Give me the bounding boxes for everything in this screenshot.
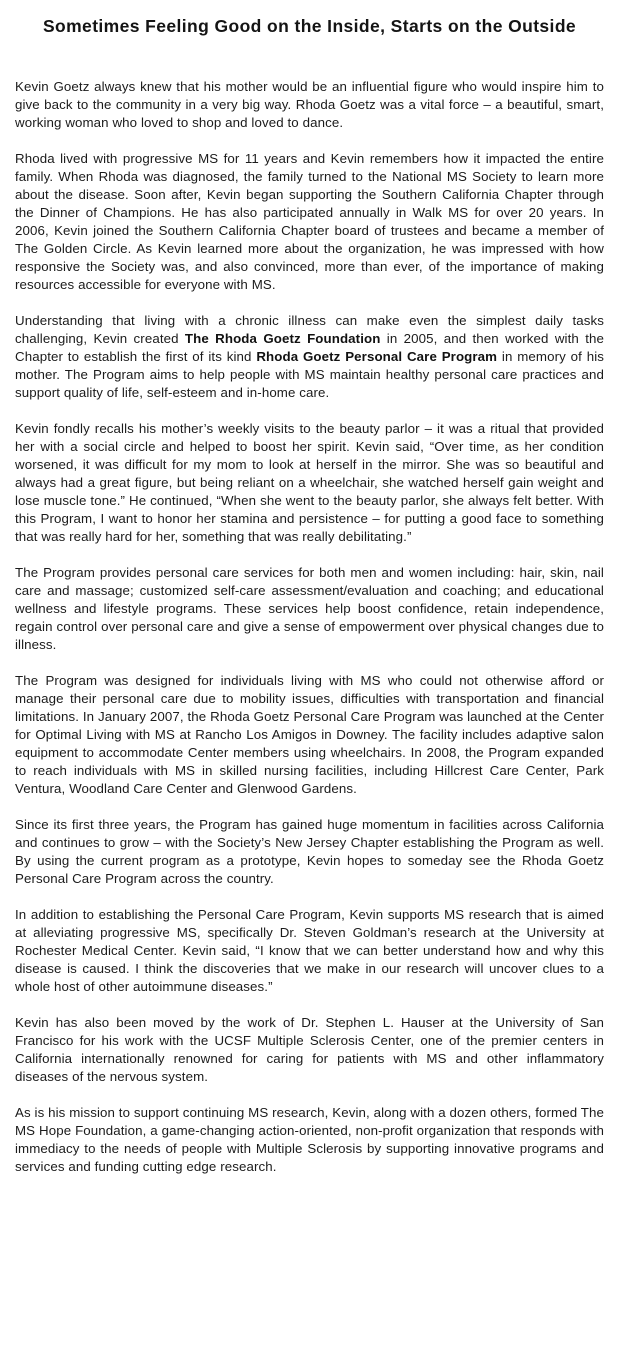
paragraph-4: Kevin fondly recalls his mother’s weekly visits to the beauty parlor – it was a ritual that provided her with a social circle and helped to boost her spirit. Kevin said, “Over time, as her condition worsened, it was difficult for my mom to look at herself in the mirror. She was so beautiful and always had a great figure, but being reliant on a wheelchair, she watched herself gain weight and lose muscle tone.” He continued, “When she went to the beauty parlor, she always felt better. With this Program, I want to honor her stamina and persistence – for putting a good face to something that was really hard for her, something that was really debilitating.” [15,421,604,544]
article-body [15,78,604,1176]
paragraph-9: Kevin has also been moved by the work of Dr. Stephen L. Hauser at the University of San Francisco for his work with the UCSF Multiple Sclerosis Center, one of the premier centers in California internationally renowned for caring for patients with MS and other inflammatory diseases of the nervous system. [15,1015,604,1084]
bold-phrase: Rhoda Goetz Personal Care Program [256,349,498,364]
bold-phrase: The Rhoda Goetz Foundation [184,331,381,346]
paragraph-1: Kevin Goetz always knew that his mother would be an influential figure who would inspire him to give back to the community in a very big way. Rhoda Goetz was a vital force – a beautiful, smart, working woman who loved to shop and loved to dance. [15,79,604,130]
page-title: Sometimes Feeling Good on the Inside, Starts on the Outside [42,16,577,36]
paragraph-3: Understanding that living with a chronic illness can make even the simplest daily tasks challenging, Kevin created The Rhoda Goetz Foundation in 2005, and then worked with the Chapter to establish the first of its kind Rhoda Goetz Personal Care Program in memory of his mother. The Program aims to help people with MS maintain healthy personal care practices and support quality of life, self-esteem and in-home care. [15,313,605,400]
paragraph-7: Since its first three years, the Program has gained huge momentum in facilities across California and continues to grow – with the Society’s New Jersey Chapter establishing the Program as well. By using the current program as a prototype, Kevin hopes to someday see the Rhoda Goetz Personal Care Program across the country. [15,817,604,886]
paragraph-6: The Program was designed for individuals living with MS who could not otherwise afford or manage their personal care due to mobility issues, difficulties with transportation and financial limitations. In January 2007, the Rhoda Goetz Personal Care Program was launched at the Center for Optimal Living with MS at Rancho Los Amigos in Downey. The facility includes adaptive salon equipment to accommodate Center members using wheelchairs. In 2008, the Program expanded to reach individuals with MS in skilled nursing facilities, including Hillcrest Care Center, Park Ventura, Woodland Care Center and Glenwood Gardens. [15,673,604,796]
paragraph-8: In addition to establishing the Personal Care Program, Kevin supports MS research that is aimed at alleviating progressive MS, specifically Dr. Steven Goldman’s research at the University at Rochester Medical Center. Kevin said, “I know that we can better understand how and why this disease is caused. I think the discoveries that we make in our research will uncover clues to a whole host of other autoimmune diseases.” [15,907,604,994]
paragraph-2: Rhoda lived with progressive MS for 11 years and Kevin remembers how it impacted the entire family. When Rhoda was diagnosed, the family turned to the National MS Society to learn more about the disease. Soon after, Kevin began supporting the Southern California Chapter through the Dinner of Champions. He has also participated annually in Walk MS for over 20 years. In 2006, Kevin joined the Southern California Chapter board of trustees and became a member of The Golden Circle. As Kevin learned more about the organization, he was impressed with how responsive the Society was, and also convinced, more than ever, of the importance of making resources accessible for everyone with MS. [15,151,604,292]
paragraph-5: The Program provides personal care services for both men and women including: hair, skin, nail care and massage; customized self-care assessment/evaluation and coaching; and educational wellness and lifestyle programs. These services help boost confidence, retain independence, regain control over personal care and give a sense of empowerment over physical changes due to illness. [15,565,604,652]
paragraph-10: As is his mission to support continuing MS research, Kevin, along with a dozen others, formed The MS Hope Foundation, a game-changing action-oriented, non-profit organization that responds with immediacy to the needs of people with Multiple Sclerosis by supporting innovative programs and services and funding cutting edge research. [15,1105,604,1174]
